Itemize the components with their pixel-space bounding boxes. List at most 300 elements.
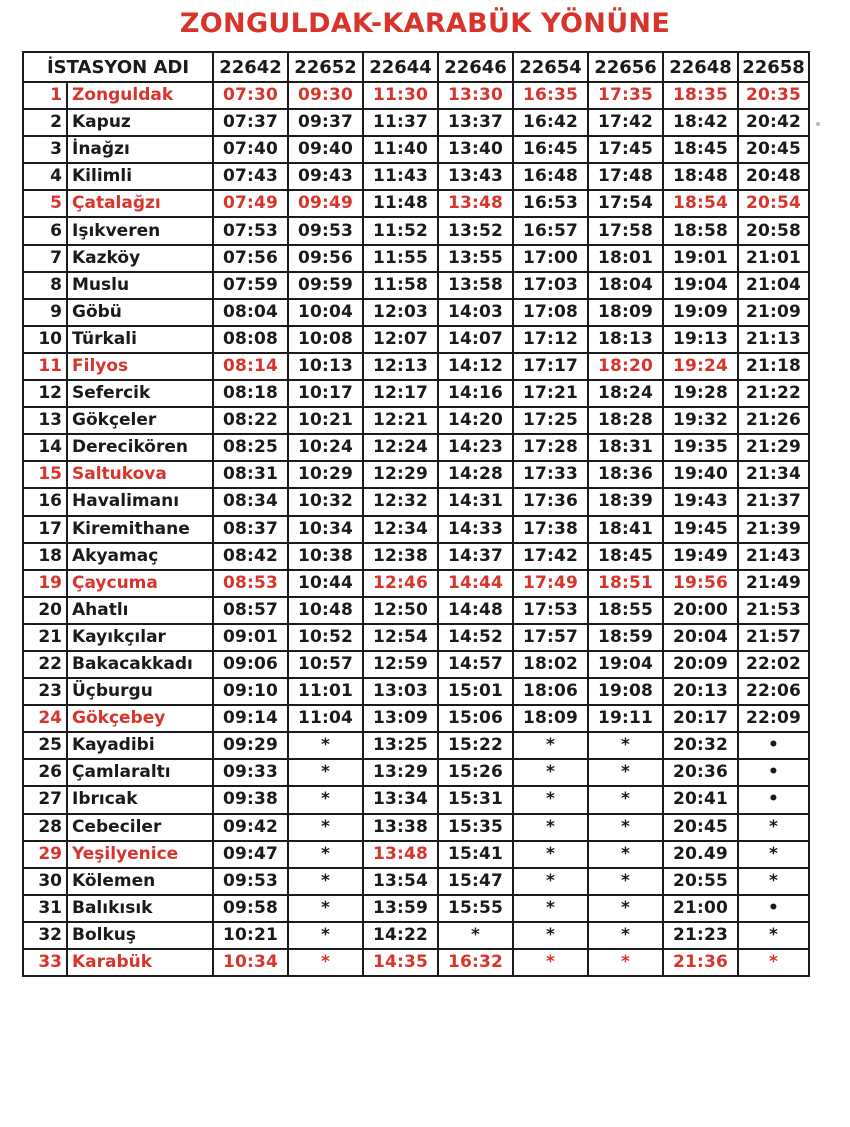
departure-time-cell: 13:48 bbox=[363, 841, 438, 868]
departure-time-cell: 20:13 bbox=[663, 678, 738, 705]
departure-time-cell: 08:22 bbox=[213, 407, 288, 434]
departure-time-cell: 08:37 bbox=[213, 516, 288, 543]
station-name: Çatalağzı bbox=[67, 190, 213, 217]
station-number: 7 bbox=[23, 245, 67, 272]
train-column-header: 22656 bbox=[588, 52, 663, 82]
departure-time-cell: * bbox=[513, 949, 588, 976]
departure-time-cell: 18:01 bbox=[588, 245, 663, 272]
departure-time-cell: 10:38 bbox=[288, 543, 363, 570]
train-column-header: 22644 bbox=[363, 52, 438, 82]
departure-time-cell: * bbox=[288, 868, 363, 895]
station-name: Göbü bbox=[67, 299, 213, 326]
station-name: Kilimli bbox=[67, 163, 213, 190]
departure-time-cell: * bbox=[288, 786, 363, 813]
station-name: Muslu bbox=[67, 272, 213, 299]
departure-time-cell: * bbox=[513, 814, 588, 841]
departure-time-cell: 12:24 bbox=[363, 434, 438, 461]
departure-time-cell: 18:39 bbox=[588, 488, 663, 515]
departure-time-cell: 07:37 bbox=[213, 109, 288, 136]
departure-time-cell: * bbox=[588, 759, 663, 786]
departure-time-cell: 13:09 bbox=[363, 705, 438, 732]
departure-time-cell: 10:32 bbox=[288, 488, 363, 515]
departure-time-cell: 20:45 bbox=[738, 136, 809, 163]
scan-speck bbox=[816, 122, 820, 126]
table-row bbox=[23, 624, 809, 651]
departure-time-cell: • bbox=[738, 786, 809, 813]
departure-time-cell: 20:55 bbox=[663, 868, 738, 895]
departure-time-cell: 19:43 bbox=[663, 488, 738, 515]
departure-time-cell: 18:41 bbox=[588, 516, 663, 543]
departure-time-cell: 17:08 bbox=[513, 299, 588, 326]
table-row bbox=[23, 895, 809, 922]
departure-time-cell: 07:59 bbox=[213, 272, 288, 299]
departure-time-cell: 18:48 bbox=[663, 163, 738, 190]
departure-time-cell: 19:49 bbox=[663, 543, 738, 570]
station-number: 10 bbox=[23, 326, 67, 353]
departure-time-cell: 19:35 bbox=[663, 434, 738, 461]
header-row bbox=[23, 52, 809, 82]
departure-time-cell: 11:55 bbox=[363, 245, 438, 272]
departure-time-cell: * bbox=[513, 732, 588, 759]
departure-time-cell: 21:36 bbox=[663, 949, 738, 976]
departure-time-cell: 18:20 bbox=[588, 353, 663, 380]
departure-time-cell: 12:32 bbox=[363, 488, 438, 515]
departure-time-cell: 14:23 bbox=[438, 434, 513, 461]
departure-time-cell: 19:01 bbox=[663, 245, 738, 272]
departure-time-cell: 18:35 bbox=[663, 82, 738, 109]
station-name: Kölemen bbox=[67, 868, 213, 895]
departure-time-cell: 11:40 bbox=[363, 136, 438, 163]
departure-time-cell: 18:09 bbox=[513, 705, 588, 732]
departure-time-cell: 09:49 bbox=[288, 190, 363, 217]
departure-time-cell: 18:13 bbox=[588, 326, 663, 353]
departure-time-cell: 14:28 bbox=[438, 461, 513, 488]
departure-time-cell: * bbox=[513, 786, 588, 813]
departure-time-cell: 13:03 bbox=[363, 678, 438, 705]
departure-time-cell: * bbox=[588, 814, 663, 841]
departure-time-cell: 07:43 bbox=[213, 163, 288, 190]
departure-time-cell: * bbox=[738, 922, 809, 949]
departure-time-cell: 18:51 bbox=[588, 570, 663, 597]
departure-time-cell: 21:39 bbox=[738, 516, 809, 543]
departure-time-cell: 21:23 bbox=[663, 922, 738, 949]
departure-time-cell: 10:34 bbox=[213, 949, 288, 976]
departure-time-cell: 12:46 bbox=[363, 570, 438, 597]
departure-time-cell: 08:53 bbox=[213, 570, 288, 597]
table-row bbox=[23, 488, 809, 515]
station-name: Gökçeler bbox=[67, 407, 213, 434]
departure-time-cell: * bbox=[588, 949, 663, 976]
station-number: 20 bbox=[23, 597, 67, 624]
departure-time-cell: 15:35 bbox=[438, 814, 513, 841]
train-column-header: 22652 bbox=[288, 52, 363, 82]
departure-time-cell: 14:12 bbox=[438, 353, 513, 380]
departure-time-cell: 20.49 bbox=[663, 841, 738, 868]
departure-time-cell: 09:01 bbox=[213, 624, 288, 651]
table-row bbox=[23, 597, 809, 624]
table-row bbox=[23, 651, 809, 678]
departure-time-cell: 21:00 bbox=[663, 895, 738, 922]
station-number: 19 bbox=[23, 570, 67, 597]
departure-time-cell: 13:30 bbox=[438, 82, 513, 109]
departure-time-cell: 20:42 bbox=[738, 109, 809, 136]
station-name: Ibrıcak bbox=[67, 786, 213, 813]
departure-time-cell: 13:48 bbox=[438, 190, 513, 217]
departure-time-cell: * bbox=[288, 814, 363, 841]
departure-time-cell: 14:07 bbox=[438, 326, 513, 353]
departure-time-cell: 11:37 bbox=[363, 109, 438, 136]
departure-time-cell: 20:00 bbox=[663, 597, 738, 624]
departure-time-cell: 20:35 bbox=[738, 82, 809, 109]
departure-time-cell: * bbox=[513, 895, 588, 922]
departure-time-cell: 09:40 bbox=[288, 136, 363, 163]
table-row bbox=[23, 380, 809, 407]
departure-time-cell: 17:45 bbox=[588, 136, 663, 163]
departure-time-cell: 16:35 bbox=[513, 82, 588, 109]
station-name: Filyos bbox=[67, 353, 213, 380]
table-row bbox=[23, 759, 809, 786]
departure-time-cell: 17:00 bbox=[513, 245, 588, 272]
departure-time-cell: 22:09 bbox=[738, 705, 809, 732]
table-row bbox=[23, 732, 809, 759]
station-number: 15 bbox=[23, 461, 67, 488]
station-name: Üçburgu bbox=[67, 678, 213, 705]
departure-time-cell: * bbox=[738, 949, 809, 976]
departure-time-cell: 17:38 bbox=[513, 516, 588, 543]
departure-time-cell: 20:36 bbox=[663, 759, 738, 786]
departure-time-cell: 19:13 bbox=[663, 326, 738, 353]
departure-time-cell: 18:45 bbox=[588, 543, 663, 570]
departure-time-cell: 12:54 bbox=[363, 624, 438, 651]
station-number: 25 bbox=[23, 732, 67, 759]
departure-time-cell: 21:29 bbox=[738, 434, 809, 461]
departure-time-cell: 12:29 bbox=[363, 461, 438, 488]
station-number: 14 bbox=[23, 434, 67, 461]
station-number: 13 bbox=[23, 407, 67, 434]
table-row bbox=[23, 245, 809, 272]
departure-time-cell: 18:42 bbox=[663, 109, 738, 136]
station-number: 26 bbox=[23, 759, 67, 786]
departure-time-cell: 07:53 bbox=[213, 217, 288, 244]
departure-time-cell: 21:09 bbox=[738, 299, 809, 326]
departure-time-cell: 20:09 bbox=[663, 651, 738, 678]
departure-time-cell: 10:48 bbox=[288, 597, 363, 624]
departure-time-cell: 10:44 bbox=[288, 570, 363, 597]
departure-time-cell: 21:13 bbox=[738, 326, 809, 353]
departure-time-cell: 20:32 bbox=[663, 732, 738, 759]
train-column-header: 22658 bbox=[738, 52, 809, 82]
station-number: 28 bbox=[23, 814, 67, 841]
table-row bbox=[23, 109, 809, 136]
table-row bbox=[23, 434, 809, 461]
departure-time-cell: 14:20 bbox=[438, 407, 513, 434]
station-name: Kiremithane bbox=[67, 516, 213, 543]
departure-time-cell: 09:53 bbox=[288, 217, 363, 244]
departure-time-cell: 08:57 bbox=[213, 597, 288, 624]
departure-time-cell: 09:47 bbox=[213, 841, 288, 868]
departure-time-cell: 13:43 bbox=[438, 163, 513, 190]
departure-time-cell: 18:45 bbox=[663, 136, 738, 163]
station-name: Zonguldak bbox=[67, 82, 213, 109]
departure-time-cell: 21:43 bbox=[738, 543, 809, 570]
station-number: 21 bbox=[23, 624, 67, 651]
station-name: Gökçebey bbox=[67, 705, 213, 732]
station-number: 17 bbox=[23, 516, 67, 543]
departure-time-cell: 09:43 bbox=[288, 163, 363, 190]
timetable bbox=[22, 51, 810, 977]
departure-time-cell: 17:36 bbox=[513, 488, 588, 515]
departure-time-cell: 09:06 bbox=[213, 651, 288, 678]
departure-time-cell: • bbox=[738, 759, 809, 786]
departure-time-cell: 18:55 bbox=[588, 597, 663, 624]
departure-time-cell: 13:29 bbox=[363, 759, 438, 786]
table-row bbox=[23, 786, 809, 813]
departure-time-cell: 16:42 bbox=[513, 109, 588, 136]
departure-time-cell: * bbox=[288, 841, 363, 868]
table-row bbox=[23, 461, 809, 488]
departure-time-cell: 20:17 bbox=[663, 705, 738, 732]
departure-time-cell: * bbox=[513, 759, 588, 786]
departure-time-cell: 16:32 bbox=[438, 949, 513, 976]
departure-time-cell: 10:21 bbox=[213, 922, 288, 949]
departure-time-cell: 15:47 bbox=[438, 868, 513, 895]
departure-time-cell: * bbox=[588, 732, 663, 759]
departure-time-cell: 18:04 bbox=[588, 272, 663, 299]
departure-time-cell: 21:34 bbox=[738, 461, 809, 488]
station-name: İnağzı bbox=[67, 136, 213, 163]
departure-time-cell: * bbox=[588, 922, 663, 949]
table-row bbox=[23, 570, 809, 597]
departure-time-cell: 11:52 bbox=[363, 217, 438, 244]
train-column-header: 22642 bbox=[213, 52, 288, 82]
departure-time-cell: 17:42 bbox=[588, 109, 663, 136]
departure-time-cell: 20:48 bbox=[738, 163, 809, 190]
departure-time-cell: * bbox=[738, 814, 809, 841]
station-number: 22 bbox=[23, 651, 67, 678]
table-row bbox=[23, 272, 809, 299]
departure-time-cell: 12:59 bbox=[363, 651, 438, 678]
departure-time-cell: 18:06 bbox=[513, 678, 588, 705]
departure-time-cell: 22:02 bbox=[738, 651, 809, 678]
departure-time-cell: * bbox=[513, 868, 588, 895]
station-name: Kayıkçılar bbox=[67, 624, 213, 651]
departure-time-cell: 11:58 bbox=[363, 272, 438, 299]
departure-time-cell: * bbox=[588, 868, 663, 895]
departure-time-cell: 17:58 bbox=[588, 217, 663, 244]
table-row bbox=[23, 82, 809, 109]
departure-time-cell: 12:03 bbox=[363, 299, 438, 326]
departure-time-cell: 22:06 bbox=[738, 678, 809, 705]
departure-time-cell: 21:49 bbox=[738, 570, 809, 597]
departure-time-cell: 08:04 bbox=[213, 299, 288, 326]
train-column-header: 22648 bbox=[663, 52, 738, 82]
station-name: Akyamaç bbox=[67, 543, 213, 570]
station-name: Derecikören bbox=[67, 434, 213, 461]
train-column-header: 22654 bbox=[513, 52, 588, 82]
departure-time-cell: 17:54 bbox=[588, 190, 663, 217]
station-number: 5 bbox=[23, 190, 67, 217]
departure-time-cell: 07:30 bbox=[213, 82, 288, 109]
departure-time-cell: 17:17 bbox=[513, 353, 588, 380]
table-row bbox=[23, 841, 809, 868]
station-number: 8 bbox=[23, 272, 67, 299]
station-number: 23 bbox=[23, 678, 67, 705]
table-row bbox=[23, 326, 809, 353]
departure-time-cell: * bbox=[513, 922, 588, 949]
departure-time-cell: 18:28 bbox=[588, 407, 663, 434]
table-row bbox=[23, 814, 809, 841]
departure-time-cell: 10:57 bbox=[288, 651, 363, 678]
station-number: 31 bbox=[23, 895, 67, 922]
departure-time-cell: 10:17 bbox=[288, 380, 363, 407]
station-number: 9 bbox=[23, 299, 67, 326]
departure-time-cell: 08:25 bbox=[213, 434, 288, 461]
station-number: 3 bbox=[23, 136, 67, 163]
departure-time-cell: 12:07 bbox=[363, 326, 438, 353]
departure-time-cell: 08:42 bbox=[213, 543, 288, 570]
departure-time-cell: 19:24 bbox=[663, 353, 738, 380]
departure-time-cell: 10:34 bbox=[288, 516, 363, 543]
departure-time-cell: 19:32 bbox=[663, 407, 738, 434]
departure-time-cell: 10:08 bbox=[288, 326, 363, 353]
departure-time-cell: 18:54 bbox=[663, 190, 738, 217]
departure-time-cell: 14:57 bbox=[438, 651, 513, 678]
table-row bbox=[23, 407, 809, 434]
departure-time-cell: 09:29 bbox=[213, 732, 288, 759]
departure-time-cell: 10:13 bbox=[288, 353, 363, 380]
train-column-header: 22646 bbox=[438, 52, 513, 82]
departure-time-cell: 09:30 bbox=[288, 82, 363, 109]
departure-time-cell: 13:37 bbox=[438, 109, 513, 136]
departure-time-cell: 12:38 bbox=[363, 543, 438, 570]
table-row bbox=[23, 217, 809, 244]
departure-time-cell: 14:44 bbox=[438, 570, 513, 597]
station-name: Bakacakkadı bbox=[67, 651, 213, 678]
station-name: Çamlaraltı bbox=[67, 759, 213, 786]
departure-time-cell: 21:26 bbox=[738, 407, 809, 434]
departure-time-cell: 14:03 bbox=[438, 299, 513, 326]
station-name: Işıkveren bbox=[67, 217, 213, 244]
station-number: 11 bbox=[23, 353, 67, 380]
departure-time-cell: 09:42 bbox=[213, 814, 288, 841]
departure-time-cell: 10:24 bbox=[288, 434, 363, 461]
departure-time-cell: 18:36 bbox=[588, 461, 663, 488]
departure-time-cell: 19:04 bbox=[588, 651, 663, 678]
departure-time-cell: 18:58 bbox=[663, 217, 738, 244]
departure-time-cell: * bbox=[588, 841, 663, 868]
departure-time-cell: 14:35 bbox=[363, 949, 438, 976]
station-number: 32 bbox=[23, 922, 67, 949]
departure-time-cell: 16:45 bbox=[513, 136, 588, 163]
station-name: Ahatlı bbox=[67, 597, 213, 624]
departure-time-cell: 21:01 bbox=[738, 245, 809, 272]
departure-time-cell: 17:28 bbox=[513, 434, 588, 461]
departure-time-cell: 12:17 bbox=[363, 380, 438, 407]
departure-time-cell: 15:26 bbox=[438, 759, 513, 786]
departure-time-cell: 14:48 bbox=[438, 597, 513, 624]
station-number: 1 bbox=[23, 82, 67, 109]
table-row bbox=[23, 516, 809, 543]
station-name: Balıkısık bbox=[67, 895, 213, 922]
departure-time-cell: 08:18 bbox=[213, 380, 288, 407]
station-name: Kazköy bbox=[67, 245, 213, 272]
station-name: Bolkuş bbox=[67, 922, 213, 949]
departure-time-cell: • bbox=[738, 895, 809, 922]
departure-time-cell: 07:56 bbox=[213, 245, 288, 272]
departure-time-cell: * bbox=[588, 895, 663, 922]
departure-time-cell: 08:08 bbox=[213, 326, 288, 353]
departure-time-cell: 17:48 bbox=[588, 163, 663, 190]
departure-time-cell: 17:35 bbox=[588, 82, 663, 109]
departure-time-cell: 18:31 bbox=[588, 434, 663, 461]
departure-time-cell: 07:49 bbox=[213, 190, 288, 217]
departure-time-cell: 13:52 bbox=[438, 217, 513, 244]
departure-time-cell: 21:57 bbox=[738, 624, 809, 651]
departure-time-cell: 19:56 bbox=[663, 570, 738, 597]
station-name: Saltukova bbox=[67, 461, 213, 488]
departure-time-cell: 19:11 bbox=[588, 705, 663, 732]
departure-time-cell: 19:28 bbox=[663, 380, 738, 407]
station-name: Havalimanı bbox=[67, 488, 213, 515]
station-name: Kapuz bbox=[67, 109, 213, 136]
departure-time-cell: 21:18 bbox=[738, 353, 809, 380]
departure-time-cell: 21:53 bbox=[738, 597, 809, 624]
departure-time-cell: 08:31 bbox=[213, 461, 288, 488]
departure-time-cell: 09:14 bbox=[213, 705, 288, 732]
station-name: Çaycuma bbox=[67, 570, 213, 597]
departure-time-cell: 17:12 bbox=[513, 326, 588, 353]
table-row bbox=[23, 190, 809, 217]
departure-time-cell: 15:01 bbox=[438, 678, 513, 705]
departure-time-cell: * bbox=[513, 841, 588, 868]
table-row bbox=[23, 922, 809, 949]
departure-time-cell: 12:13 bbox=[363, 353, 438, 380]
departure-time-cell: 18:59 bbox=[588, 624, 663, 651]
station-number: 33 bbox=[23, 949, 67, 976]
departure-time-cell: 11:43 bbox=[363, 163, 438, 190]
table-row bbox=[23, 136, 809, 163]
departure-time-cell: 09:10 bbox=[213, 678, 288, 705]
departure-time-cell: 19:08 bbox=[588, 678, 663, 705]
departure-time-cell: 20:04 bbox=[663, 624, 738, 651]
departure-time-cell: 17:21 bbox=[513, 380, 588, 407]
table-row bbox=[23, 678, 809, 705]
departure-time-cell: 08:34 bbox=[213, 488, 288, 515]
departure-time-cell: 13:38 bbox=[363, 814, 438, 841]
station-number: 30 bbox=[23, 868, 67, 895]
departure-time-cell: 21:37 bbox=[738, 488, 809, 515]
table-row bbox=[23, 705, 809, 732]
station-name: Karabük bbox=[67, 949, 213, 976]
departure-time-cell: 14:52 bbox=[438, 624, 513, 651]
departure-time-cell: 10:29 bbox=[288, 461, 363, 488]
departure-time-cell: 16:48 bbox=[513, 163, 588, 190]
departure-time-cell: 14:33 bbox=[438, 516, 513, 543]
departure-time-cell: 12:50 bbox=[363, 597, 438, 624]
timetable-body bbox=[23, 82, 809, 976]
departure-time-cell: 13:55 bbox=[438, 245, 513, 272]
departure-time-cell: 17:25 bbox=[513, 407, 588, 434]
departure-time-cell: 18:24 bbox=[588, 380, 663, 407]
departure-time-cell: 15:55 bbox=[438, 895, 513, 922]
departure-time-cell: 18:02 bbox=[513, 651, 588, 678]
departure-time-cell: 15:41 bbox=[438, 841, 513, 868]
departure-time-cell: 21:22 bbox=[738, 380, 809, 407]
station-number: 27 bbox=[23, 786, 67, 813]
departure-time-cell: 10:52 bbox=[288, 624, 363, 651]
departure-time-cell: 09:59 bbox=[288, 272, 363, 299]
departure-time-cell: 14:31 bbox=[438, 488, 513, 515]
